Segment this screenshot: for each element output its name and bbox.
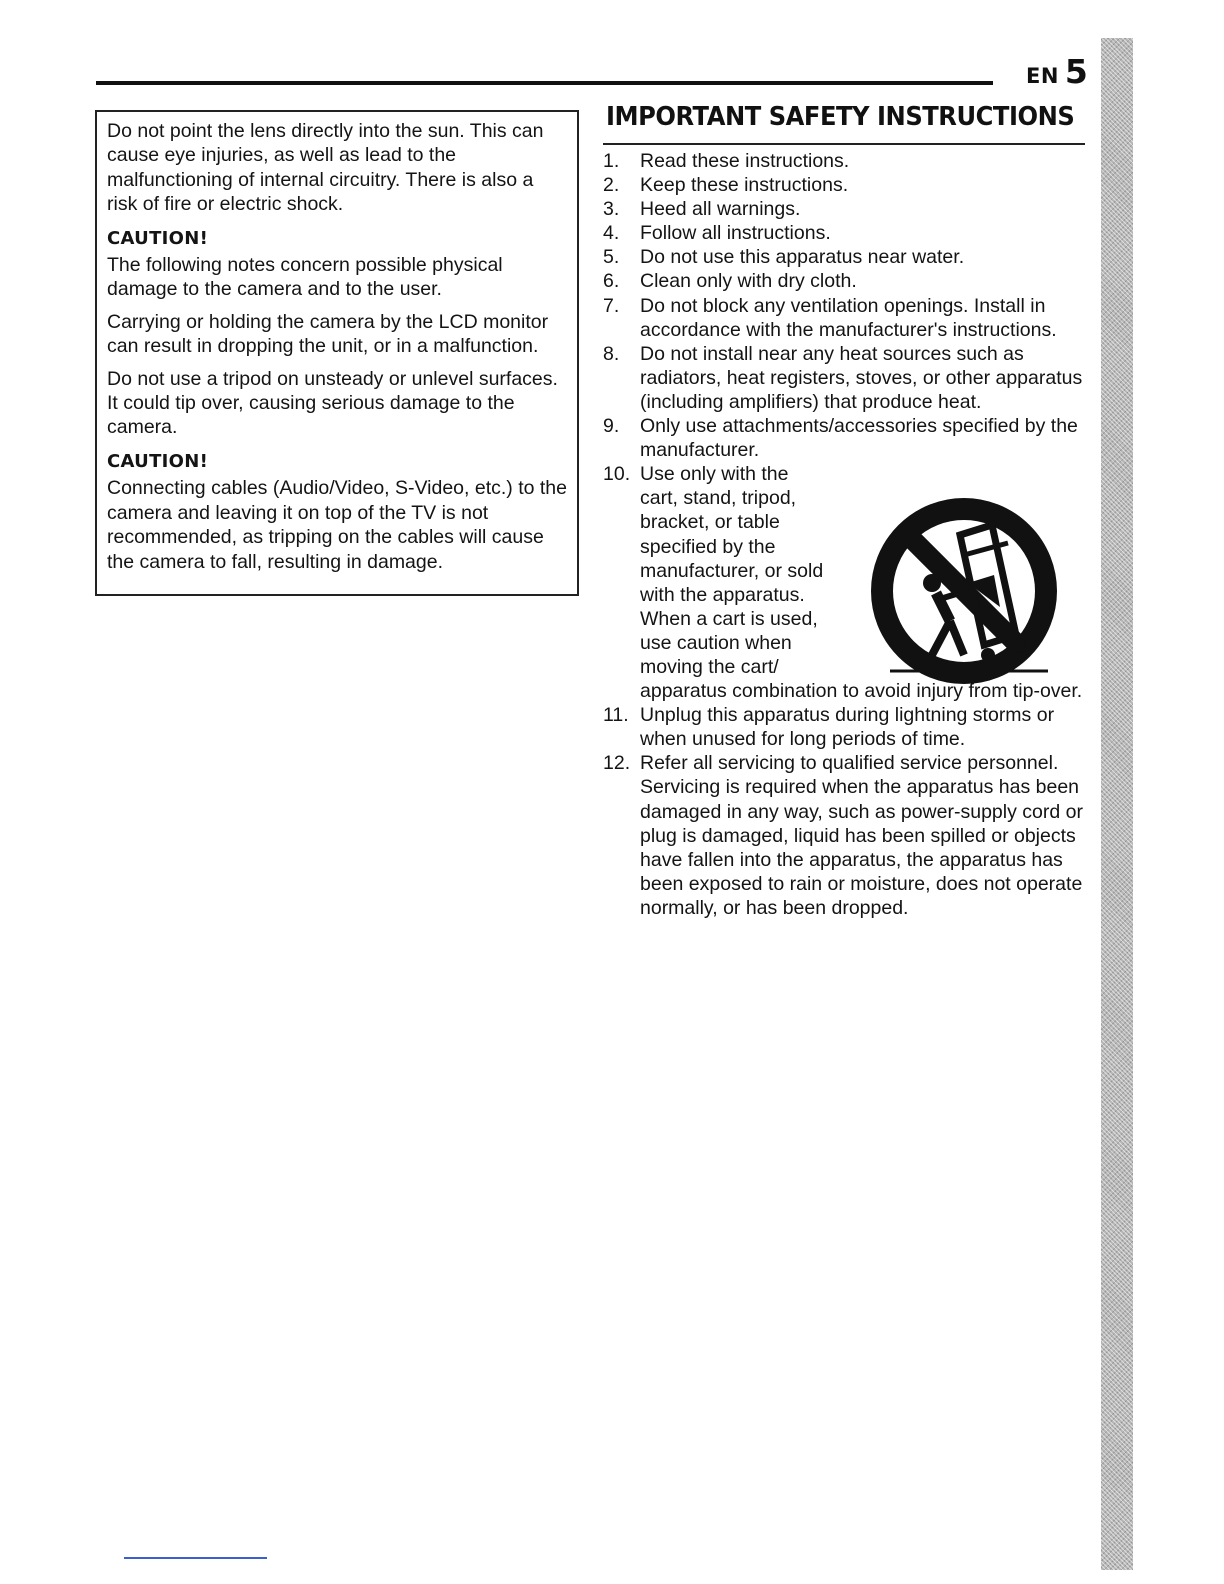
page-number: 5: [1064, 52, 1088, 91]
item-number: 10.: [603, 463, 631, 486]
caution-paragraph: Carrying or holding the camera by the LCD monitor can result in dropping the unit, or in a malfunction.: [107, 310, 549, 358]
list-item: [603, 221, 1091, 245]
caution-paragraph: The following notes concern possible physical damage to the camera and to the user.: [107, 254, 503, 301]
item-number: 8.: [603, 342, 620, 365]
list-item: [603, 173, 1091, 197]
item-text: Follow all instructions.: [640, 222, 831, 245]
warning-intro: Do not point the lens directly into the sun. This can cause eye injuries, as well as lead to the malfunctioning of internal circuitry. There is also a risk of fire or electric shock.: [107, 120, 544, 216]
item-text: Heed all warnings.: [640, 198, 801, 221]
item-text-continued: apparatus combination to avoid injury from tip-over.: [640, 680, 1083, 703]
item-number: 11.: [603, 704, 629, 727]
caution-heading: CAUTION!: [107, 450, 209, 472]
item-text: Clean only with dry cloth.: [640, 270, 857, 293]
list-item: [603, 245, 1091, 269]
list-item: [603, 294, 1091, 342]
list-item: [603, 414, 1091, 462]
cart-tip-over-warning-icon: [868, 495, 1062, 695]
list-item: [603, 149, 1091, 173]
language-label: EN: [1026, 64, 1059, 88]
item-number: 9.: [603, 415, 620, 438]
list-item: [603, 703, 1091, 751]
header-rule: [96, 81, 993, 85]
item-number: 7.: [603, 294, 620, 317]
item-number: 1.: [603, 150, 620, 172]
list-item: [603, 751, 1091, 920]
item-number: 12.: [603, 752, 631, 775]
title-rule: [603, 143, 1085, 145]
caution-paragraph: Connecting cables (Audio/Video, S-Video, etc.) to the camera and leaving it on top of the TV is not recommended, as tripping on the cables will cause the camera to fall, resulting in damage.: [107, 477, 567, 573]
footer-line: [124, 1557, 267, 1559]
tipping-cart: [960, 525, 1025, 662]
item-number: 6.: [603, 270, 620, 293]
item-number: 3.: [603, 198, 620, 221]
warning-box: [95, 110, 579, 596]
page-label: [1026, 52, 1088, 91]
item-text: Do not install near any heat sources such as radiators, heat registers, stoves, or other apparatus (including amplifiers) that produce heat.: [640, 342, 1083, 413]
item-text: Refer all servicing to qualified service personnel. Servicing is required when the apparatus has been damaged in any way, such as power-supply cord or plug is damaged, liquid has been spilled or objects have fallen into the apparatus, the apparatus has been exposed to rain or moisture, does not operate normally, or has been dropped.: [640, 752, 1083, 919]
item-text: Do not block any ventilation openings. Install in accordance with the manufacturer's instructions.: [640, 294, 1057, 341]
list-item: [603, 269, 1091, 293]
item-number: 4.: [603, 222, 620, 245]
section-title: IMPORTANT SAFETY INSTRUCTIONS: [606, 102, 1075, 132]
item-text: Do not use this apparatus near water.: [640, 246, 965, 269]
item-text: Only use attachments/accessories specified by the manufacturer.: [640, 415, 1078, 462]
item-number: 5.: [603, 246, 620, 269]
caution-heading: CAUTION!: [107, 227, 209, 249]
item-text: Keep these instructions.: [640, 174, 849, 197]
item-text: Unplug this apparatus during lightning storms or when unused for long periods of time.: [640, 704, 1055, 751]
item-text: Read these instructions.: [640, 150, 850, 172]
list-item: [603, 197, 1091, 221]
list-item: [603, 342, 1091, 414]
page-edge-band: [1101, 38, 1133, 1570]
item-number: 2.: [603, 174, 620, 197]
item-text: Use only with the cart, stand, tripod, bracket, or table specified by the manufacturer, or sold with the apparatus. When a cart is used, use caution when moving the cart/: [640, 463, 824, 678]
caution-paragraph: Do not use a tripod on unsteady or unlevel surfaces. It could tip over, causing serious damage to the camera.: [107, 367, 558, 439]
